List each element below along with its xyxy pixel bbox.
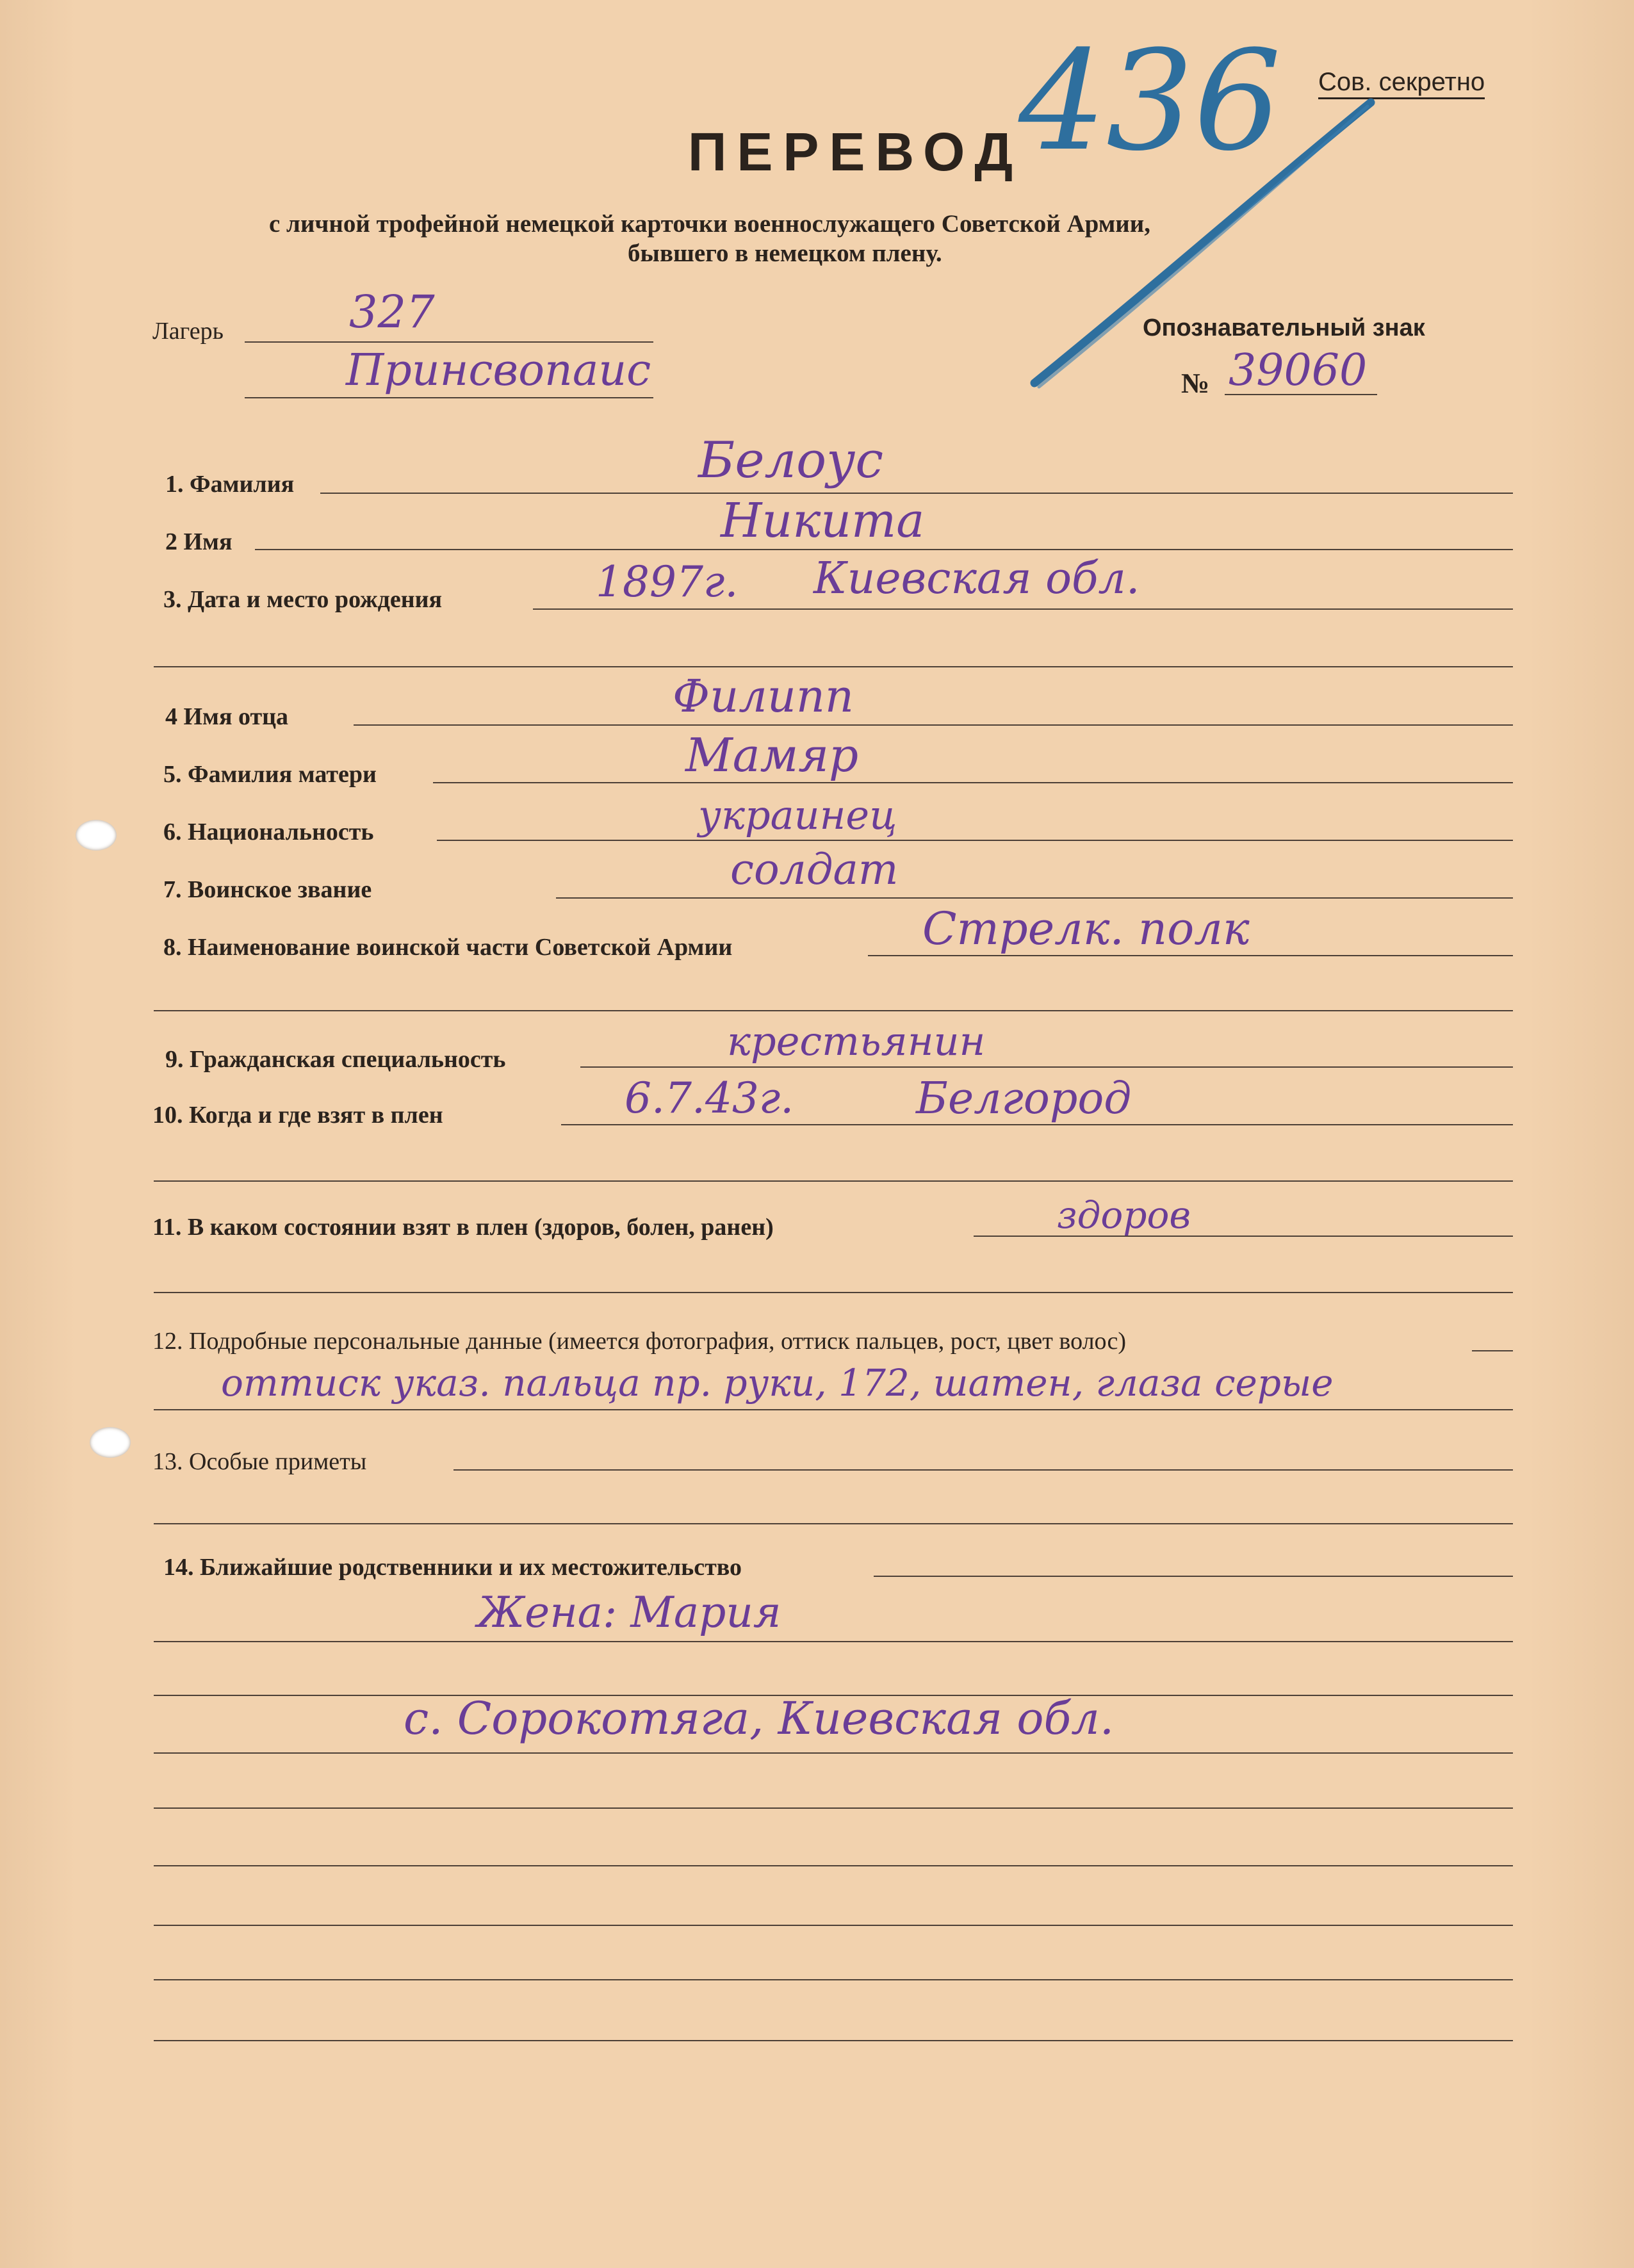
field-value-name: Никита (721, 493, 925, 548)
field-line-rank (556, 897, 1513, 899)
field-value-father: Филипп (673, 670, 854, 722)
field-value-mother: Мамяр (685, 728, 859, 782)
field-line-relatives-6 (154, 1865, 1513, 1866)
field-label-name: 2 Имя (165, 528, 233, 555)
field-label-special-marks: 13. Особые приметы (152, 1448, 367, 1475)
field-label-birth: 3. Дата и место рождения (163, 586, 443, 613)
field-value-relatives-person: Жена: Мария (477, 1588, 781, 1637)
field-line-captured-extra (154, 1180, 1513, 1182)
field-line-father (354, 724, 1513, 726)
field-value-captured-place: Белгород (916, 1073, 1132, 1124)
field-value-surname: Белоус (698, 432, 884, 489)
field-value-condition: здоров (1057, 1193, 1191, 1237)
field-value-unit: Стрелк. полк (922, 902, 1250, 955)
field-line-relatives-7 (154, 1925, 1513, 1926)
field-line-relatives (874, 1576, 1513, 1577)
field-value-birth-place: Киевская обл. (813, 553, 1140, 604)
field-line-relatives-9 (154, 2040, 1513, 2041)
field-value-specialty: крестьянин (727, 1018, 986, 1065)
field-line-relatives-5 (154, 1807, 1513, 1809)
field-line-birth (533, 608, 1513, 610)
field-label-father: 4 Имя отца (165, 703, 289, 730)
field-line-condition (974, 1236, 1513, 1237)
ident-tag-no-sign: № (1181, 368, 1210, 399)
field-line-birth-extra (154, 666, 1513, 667)
document-subtitle-line1: с личной трофейной немецкой карточки военнослужащего Советской Армии, (269, 210, 1150, 238)
field-line-unit (868, 955, 1513, 956)
camp-place-value: Принсвопаис (346, 345, 651, 396)
field-line-unit-extra (154, 1010, 1513, 1011)
field-label-nationality: 6. Национальность (163, 819, 374, 845)
field-line-condition-extra (154, 1292, 1513, 1293)
field-label-relatives: 14. Ближайшие родственники и их местожительство (163, 1554, 742, 1581)
ident-tag-label: Опознавательный знак (1143, 314, 1425, 341)
punch-hole-top (76, 820, 117, 851)
field-value-nationality: украинец (698, 792, 897, 838)
field-line-special-marks (453, 1469, 1513, 1471)
document-subtitle-line2: бывшего в немецком плену. (628, 240, 942, 267)
field-value-personal-data: оттиск указ. пальца пр. руки, 172, шатен, глаза серые (221, 1361, 1334, 1405)
field-line-relatives-8 (154, 1979, 1513, 1980)
blue-pencil-slash (0, 0, 1634, 448)
camp-label: Лагерь (152, 318, 224, 345)
field-value-birth-date: 1897г. (596, 557, 739, 607)
field-line-relatives-2 (154, 1641, 1513, 1642)
camp-place-line (245, 397, 653, 398)
field-line-personal-data (1472, 1350, 1513, 1351)
field-value-captured-date: 6.7.43г. (625, 1073, 794, 1123)
field-label-rank: 7. Воинское звание (163, 876, 372, 903)
field-line-captured (561, 1124, 1513, 1125)
field-line-nationality (437, 840, 1513, 841)
secrecy-stamp: Сов. секретно (1318, 69, 1485, 99)
archive-number-handwritten: 436 (1018, 20, 1282, 181)
field-label-mother: 5. Фамилия матери (163, 761, 377, 788)
field-label-unit: 8. Наименование воинской части Советской Армии (163, 934, 733, 961)
field-line-name (255, 549, 1513, 550)
field-label-personal-data: 12. Подробные персональные данные (имеется фотография, оттиск пальцев, рост, цвет волос) (152, 1328, 1126, 1355)
field-line-special-marks-extra (154, 1523, 1513, 1524)
field-label-condition: 11. В каком состоянии взят в плен (здоров, болен, ранен) (152, 1214, 774, 1241)
field-value-relatives-address: с. Сорокотяга, Киевская обл. (404, 1692, 1115, 1745)
punch-hole-bottom (90, 1427, 131, 1458)
field-line-specialty (580, 1066, 1513, 1068)
ident-tag-value: 39060 (1229, 345, 1368, 396)
camp-number-line (245, 341, 653, 343)
field-line-personal-data-extra (154, 1409, 1513, 1410)
field-label-specialty: 9. Гражданская специальность (165, 1046, 506, 1073)
field-line-mother (433, 782, 1513, 783)
field-label-surname: 1. Фамилия (165, 471, 295, 498)
field-label-captured: 10. Когда и где взят в плен (152, 1102, 443, 1129)
field-line-relatives-4 (154, 1752, 1513, 1754)
document-title: ПЕРЕВОД (688, 122, 1024, 182)
camp-number-value: 327 (349, 286, 435, 338)
field-value-rank: солдат (730, 845, 899, 894)
